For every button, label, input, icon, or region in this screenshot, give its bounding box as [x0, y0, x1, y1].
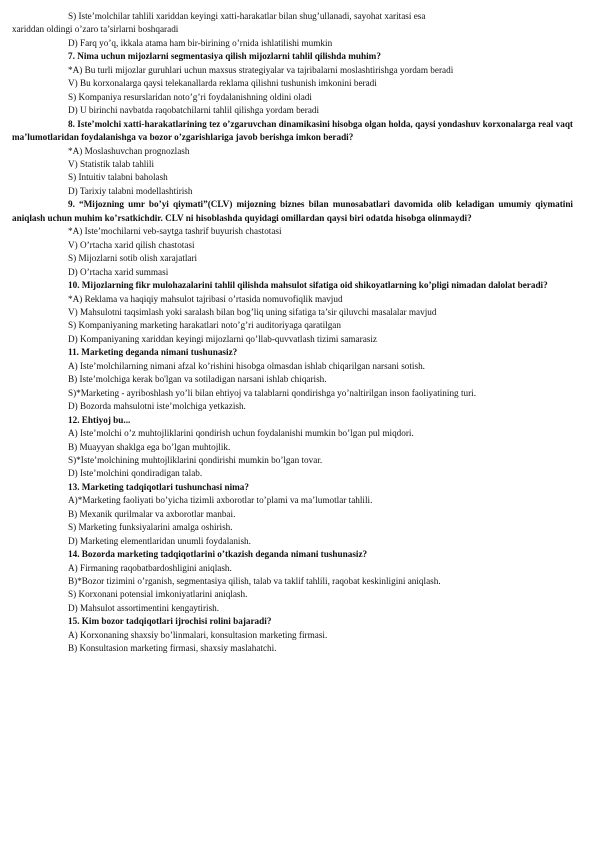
answer-option: A)*Marketing faoliyati bo’yicha tizimli axborotlar to’plami va ma’lumotlar tahlili. — [68, 495, 373, 506]
answer-option: D) U birinchi navbatda raqobatchilarni tahlil qilishga yordam beradi — [68, 105, 320, 116]
answer-option: D) O’rtacha xarid summasi — [68, 266, 169, 277]
answer-option: A) Iste’molchi o’z muhtojliklarini qondirish uchun foydalanishi mumkin bo’lgan pul miqdori. — [68, 428, 414, 439]
answer-option: S)*Iste’molchining muhtojliklarini qondirishi mumkin bo’lgan tovar. — [68, 454, 323, 465]
question-heading: 7. Nima uchun mijozlarni segmentasiya qilish mijozlarni tahlil qilishda muhim? — [68, 51, 381, 62]
answer-option: B) Iste’molchiga kerak bo'lgan va sotiladigan narsani ishlab chiqarish. — [68, 374, 327, 385]
answer-option: A) Iste’molchilarning nimani afzal ko’rishini hisobga olmasdan ishlab chiqarilgan narsani sotish. — [68, 360, 425, 371]
document-body — [12, 10, 573, 656]
answer-option: *A) Bu turli mijozlar guruhlari uchun maxsus strategiyalar va tajribalarni moslashtirishga yordam beradi — [68, 64, 454, 75]
question-heading: 10. Mijozlarning fikr mulohazalarini tahlil qilishda mahsulot sifatiga oid shikoyatlarning ko’pligi nimadan dalolat beradi? — [68, 280, 548, 291]
answer-option: *A) Moslashuvchan prognozlash — [68, 145, 190, 156]
answer-option: B) Mexanik qurilmalar va axborotlar manbai. — [68, 508, 236, 519]
answer-option: B) Muayyan shaklga ega bo’lgan muhtojlik. — [68, 441, 231, 452]
answer-option: S)*Marketing - ayriboshlash yo’li bilan ehtiyoj va talablarni qondirishga yo’naltirilgan inson faoliyatining turi. — [68, 387, 476, 398]
question-heading: 9. “Mijozning umr bo’yi qiymati”(CLV) mijozning biznes bilan munosabatlari davomida olib keladigan umumiy qiymatini aniqlash uchun muhim ko’rsatkichdir. CLV ni hisoblashda quyidagi omillardan qaysi biri odatda hisobga olinmaydi? — [12, 199, 573, 223]
answer-option: S) Marketing funksiyalarini amalga oshirish. — [68, 522, 233, 533]
answer-option: V) Bu korxonalarga qaysi telekanallarda reklama qilishni tushunish imkonini beradi — [68, 78, 377, 89]
answer-option: V) Statistik talab tahlili — [68, 158, 154, 169]
answer-option: D) Farq yo’q, ikkala atama ham bir-birining o’rnida ishlatilishi mumkin — [68, 37, 333, 48]
question-heading: 14. Bozorda marketing tadqiqotlarini o’tkazish deganda nimani tushunasiz? — [68, 549, 368, 560]
question-heading: 13. Marketing tadqiqotlari tushunchasi nima? — [68, 481, 249, 492]
answer-option: *A) Iste’mochilarni veb-saytga tashrif buyurish chastotasi — [68, 226, 282, 237]
answer-option: D) Tarixiy talabni modellashtirish — [68, 185, 193, 196]
answer-option: B) Konsultasion marketing firmasi, shaxsiy maslahatchi. — [68, 643, 277, 654]
answer-option: S) Kompaniya resurslaridan noto’g’ri foydalanishning oldini oladi — [68, 91, 312, 102]
answer-option: B)*Bozor tizimini o’rganish, segmentasiya qilish, talab va taklif tahlili, raqobat keskinligini aniqlash. — [68, 576, 441, 587]
answer-option: S) Intuitiv talabni baholash — [68, 172, 168, 183]
answer-option: S) Kompaniyaning marketing harakatlari noto’g’ri auditoriyaga qaratilgan — [68, 320, 341, 331]
answer-option: D) Iste’molchini qondiradigan talab. — [68, 468, 203, 479]
answer-option: S) Korxonani potensial imkoniyatlarini aniqlash. — [68, 589, 248, 600]
question-heading: 12. Ehtiyoj bu... — [68, 414, 131, 425]
answer-option: A) Firmaning raqobatbardoshligini aniqlash. — [68, 562, 232, 573]
answer-option: V) Mahsulotni taqsimlash yoki saralash bilan bog’liq uning sifatiga ta’sir qiluvchi masalalar mavjud — [68, 306, 437, 317]
answer-option: D) Kompaniyaning xariddan keyingi mijozlarni qo’llab-quvvatlash tizimi samarasiz — [68, 333, 377, 344]
question-heading: 15. Kim bozor tadqiqotlari ijrochisi rolini bajaradi? — [68, 616, 272, 627]
answer-option: V) O’rtacha xarid qilish chastotasi — [68, 239, 195, 250]
answer-option: D) Bozorda mahsulotni iste’molchiga yetkazish. — [68, 401, 246, 412]
question-heading: 8. Iste’molchi xatti-harakatlarining tez o’zgaruvchan dinamikasini hisobga olgan holda, qaysi yondashuv korxonalarga real vaqt ma’lumotlaridan foydalanishga va bozor o’zgarishlariga javob berishga imkon beradi? — [12, 118, 573, 143]
answer-option: S) Mijozlarni sotib olish xarajatlari — [68, 253, 198, 264]
question-heading: 11. Marketing deganda nimani tushunasiz? — [68, 347, 238, 358]
answer-option: D) Mahsulot assortimentini kengaytirish. — [68, 602, 220, 613]
answer-option: *A) Reklama va haqiqiy mahsulot tajribasi o’rtasida nomuvofiqlik mavjud — [68, 293, 343, 304]
answer-option: A) Korxonaning shaxsiy bo’linmalari, konsultasion marketing firmasi. — [68, 629, 328, 640]
answer-option: D) Marketing elementlaridan unumli foydalanish. — [68, 535, 251, 546]
answer-option: S) Iste’molchilar tahlili xariddan keyingi xatti-harakatlar bilan shug’ullanadi, sayohat xaritasi esa — [68, 11, 426, 21]
text-continuation: xariddan oldingi o’zaro ta’sirlarni boshqaradi — [12, 24, 179, 35]
